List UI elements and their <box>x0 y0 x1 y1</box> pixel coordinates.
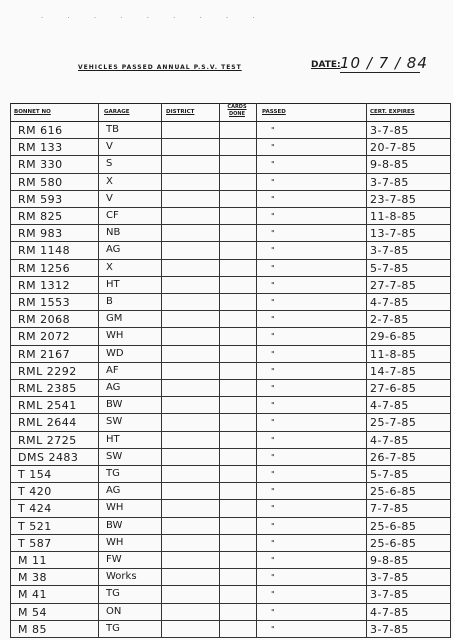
garage-cell: AG <box>106 485 121 497</box>
bonnet-no-cell: T 587 <box>18 536 52 550</box>
table-row <box>10 191 450 208</box>
cert-expires-cell: 5-7-85 <box>370 468 409 481</box>
passed-mark-cell: " <box>271 177 275 187</box>
table-row <box>10 208 450 225</box>
garage-cell: SW <box>106 416 123 428</box>
table-row <box>10 346 450 363</box>
document-title: VEHICLES PASSED ANNUAL P.S.V. TEST <box>78 64 242 71</box>
bonnet-no-cell: RM 1256 <box>18 261 71 275</box>
garage-cell: HT <box>106 433 120 445</box>
cert-expires-cell: 20-7-85 <box>370 141 417 155</box>
table-row <box>10 518 450 535</box>
passed-mark-cell: " <box>271 573 275 583</box>
garage-cell: NB <box>106 227 121 239</box>
bonnet-no-cell: T 420 <box>18 485 52 499</box>
header-passed: PASSED <box>262 109 286 115</box>
bonnet-no-cell: RM 1312 <box>18 278 71 292</box>
table-row <box>10 294 450 311</box>
cert-expires-cell: 25-6-85 <box>370 485 417 499</box>
bonnet-no-cell: T 424 <box>18 502 52 516</box>
bonnet-no-cell: RML 2644 <box>18 416 77 430</box>
cert-expires-cell: 7-7-85 <box>370 502 409 516</box>
garage-cell: AG <box>106 382 121 393</box>
cert-expires-cell: 23-7-85 <box>370 192 417 206</box>
passed-mark-cell: " <box>271 418 275 428</box>
passed-mark-cell: " <box>271 521 275 531</box>
garage-cell: ON <box>106 605 122 617</box>
garage-cell: AG <box>106 244 121 256</box>
garage-cell: HT <box>106 278 120 290</box>
passed-mark-cell: " <box>271 349 275 359</box>
garage-cell: CF <box>106 210 119 221</box>
garage-cell: WD <box>106 347 124 359</box>
passed-mark-cell: " <box>271 126 275 135</box>
bonnet-no-cell: RML 2725 <box>18 433 77 447</box>
garage-cell: FW <box>106 554 122 565</box>
table-row <box>10 535 450 552</box>
cert-expires-cell: 4-7-85 <box>370 296 409 309</box>
date-underline <box>340 72 420 73</box>
passed-mark-cell: " <box>271 504 275 514</box>
garage-cell: X <box>106 175 113 187</box>
bonnet-no-cell: RM 2167 <box>18 347 71 361</box>
table-row <box>10 569 450 586</box>
cert-expires-cell: 25-6-85 <box>370 519 417 533</box>
garage-cell: S <box>106 158 113 170</box>
table-row <box>10 174 450 191</box>
cert-expires-cell: 2-7-85 <box>370 313 409 327</box>
cert-expires-cell: 27-7-85 <box>370 278 417 292</box>
bonnet-no-cell: M 54 <box>18 605 47 619</box>
cert-expires-cell: 14-7-85 <box>370 364 417 378</box>
passed-mark-cell: " <box>271 263 275 273</box>
bonnet-no-cell: RML 2541 <box>18 399 77 413</box>
bonnet-no-cell: M 11 <box>18 554 47 567</box>
passed-mark-cell: " <box>271 624 275 634</box>
cert-expires-cell: 9-8-85 <box>370 554 409 567</box>
table-row <box>10 122 450 139</box>
passed-mark-cell: " <box>271 487 275 497</box>
bonnet-no-cell: RM 1553 <box>18 296 71 309</box>
bonnet-no-cell: RM 825 <box>18 210 63 223</box>
cert-expires-cell: 4-7-85 <box>370 433 409 447</box>
column-divider <box>450 103 451 638</box>
table-row <box>10 449 450 466</box>
table-row <box>10 139 450 156</box>
table-row <box>10 380 450 397</box>
cert-expires-cell: 3-7-85 <box>370 124 409 137</box>
cert-expires-cell: 3-7-85 <box>370 175 409 189</box>
table-row <box>10 552 450 569</box>
passed-mark-cell: " <box>271 435 275 445</box>
cert-expires-cell: 5-7-85 <box>370 261 409 275</box>
cert-expires-cell: 3-7-85 <box>370 571 409 585</box>
table-row <box>10 363 450 380</box>
table-row <box>10 500 450 517</box>
bonnet-no-cell: M 38 <box>18 571 47 585</box>
passed-mark-cell: " <box>271 298 275 307</box>
passed-mark-cell: " <box>271 607 275 617</box>
bonnet-no-cell: RM 330 <box>18 158 63 172</box>
header-specks: . . . . . . . . . <box>40 12 265 20</box>
cert-expires-cell: 13-7-85 <box>370 227 417 241</box>
header-bonnet-no: BONNET NO <box>14 109 51 115</box>
passed-mark-cell: " <box>271 538 275 548</box>
bonnet-no-cell: RM 133 <box>18 141 63 155</box>
garage-cell: X <box>106 261 113 273</box>
date-value: 10 / 7 / 84 <box>340 54 428 72</box>
cert-expires-cell: 27-6-85 <box>370 382 417 395</box>
header-cards-done: CARDS DONE <box>227 104 247 117</box>
cert-expires-cell: 11-8-85 <box>370 347 417 361</box>
table-row <box>10 311 450 328</box>
header-district: DISTRICT <box>166 109 195 115</box>
bonnet-no-cell: RML 2385 <box>18 382 77 395</box>
passed-mark-cell: " <box>271 194 275 204</box>
garage-cell: TG <box>106 622 120 634</box>
cert-expires-cell: 9-8-85 <box>370 158 409 172</box>
bonnet-no-cell: RM 2068 <box>18 313 71 327</box>
passed-mark-cell: " <box>271 229 275 239</box>
bonnet-no-cell: M 85 <box>18 622 47 636</box>
table-row <box>10 242 450 259</box>
bonnet-no-cell: M 41 <box>18 588 47 602</box>
cert-expires-cell: 4-7-85 <box>370 399 409 413</box>
table-row <box>10 260 450 277</box>
table-row <box>10 225 450 242</box>
table-row <box>10 432 450 449</box>
cert-expires-cell: 11-8-85 <box>370 210 417 223</box>
passed-mark-cell: " <box>271 366 275 376</box>
passed-mark-cell: " <box>271 160 275 170</box>
garage-cell: AF <box>106 364 119 376</box>
header-garage: GARAGE <box>104 109 130 115</box>
garage-cell: WH <box>106 330 124 342</box>
garage-cell: WH <box>106 502 124 514</box>
passed-mark-cell: " <box>271 470 275 479</box>
garage-cell: BW <box>106 519 123 531</box>
passed-mark-cell: " <box>271 315 275 325</box>
bonnet-no-cell: RM 616 <box>18 124 63 137</box>
garage-cell: GM <box>106 313 123 325</box>
bonnet-no-cell: T 521 <box>18 519 52 533</box>
garage-cell: V <box>106 141 113 153</box>
cert-expires-cell: 25-6-85 <box>370 536 417 550</box>
bonnet-no-cell: T 154 <box>18 468 52 481</box>
table-row <box>10 621 450 638</box>
bonnet-no-cell: RM 580 <box>18 175 63 189</box>
garage-cell: TG <box>106 588 120 600</box>
bonnet-no-cell: RM 2072 <box>18 330 71 344</box>
header-cert-expires: CERT. EXPIRES <box>370 109 415 115</box>
table-row <box>10 277 450 294</box>
cert-expires-cell: 3-7-85 <box>370 244 409 258</box>
garage-cell: TB <box>106 124 119 135</box>
passed-mark-cell: " <box>271 246 275 256</box>
cert-expires-cell: 4-7-85 <box>370 605 409 619</box>
garage-cell: Works <box>106 571 137 583</box>
bonnet-no-cell: RM 593 <box>18 192 63 206</box>
passed-mark-cell: " <box>271 590 275 600</box>
garage-cell: B <box>106 296 113 307</box>
cert-expires-cell: 26-7-85 <box>370 450 417 464</box>
passed-mark-cell: " <box>271 384 275 393</box>
garage-cell: WH <box>106 536 124 548</box>
passed-mark-cell: " <box>271 401 275 411</box>
bonnet-no-cell: RM 1148 <box>18 244 71 258</box>
cert-expires-cell: 3-7-85 <box>370 622 409 636</box>
cert-expires-cell: 29-6-85 <box>370 330 417 344</box>
table-row <box>10 414 450 431</box>
table-row <box>10 466 450 483</box>
passed-mark-cell: " <box>271 452 275 462</box>
garage-cell: TG <box>106 468 120 479</box>
passed-mark-cell: " <box>271 280 275 290</box>
table-row <box>10 604 450 621</box>
bonnet-no-cell: RML 2292 <box>18 364 77 378</box>
garage-cell: SW <box>106 450 123 462</box>
garage-cell: V <box>106 192 113 204</box>
table-row <box>10 397 450 414</box>
garage-cell: BW <box>106 399 123 411</box>
cert-expires-cell: 25-7-85 <box>370 416 417 430</box>
passed-mark-cell: " <box>271 556 275 565</box>
passed-mark-cell: " <box>271 143 275 153</box>
passed-mark-cell: " <box>271 332 275 342</box>
table-row <box>10 328 450 345</box>
bonnet-no-cell: RM 983 <box>18 227 63 241</box>
table-row <box>10 156 450 173</box>
table-row <box>10 586 450 603</box>
table-row <box>10 483 450 500</box>
date-label: DATE: <box>311 60 341 70</box>
bonnet-no-cell: DMS 2483 <box>18 450 79 464</box>
cert-expires-cell: 3-7-85 <box>370 588 409 602</box>
passed-mark-cell: " <box>271 212 275 221</box>
